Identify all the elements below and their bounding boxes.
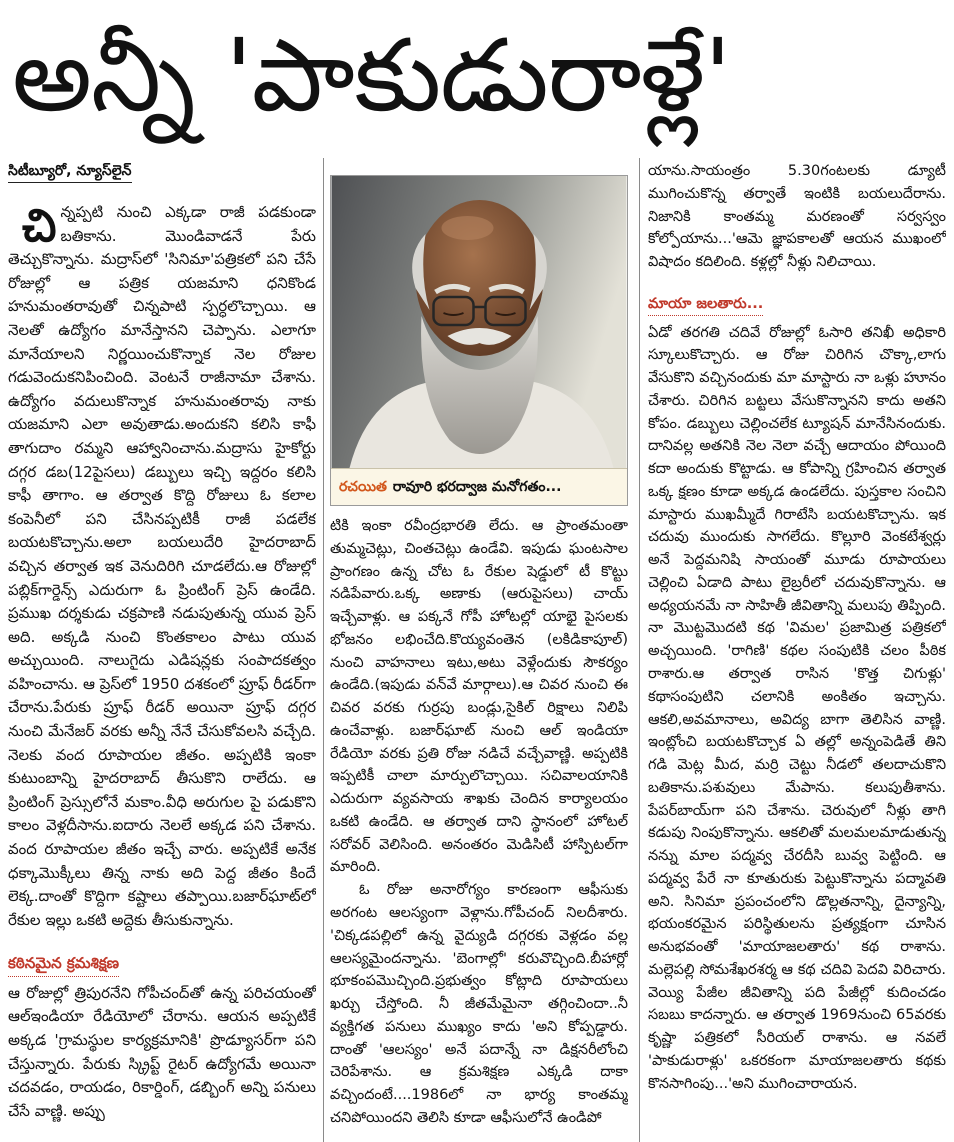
column-3-paragraph-1: యాను.సాయంత్రం 5.30గంటలకు డ్యూటీ ముగించుకొన్న తర్వాతే ఇంటికి బయలుదేరాను. నిజానికి కాంతమ్మ మరణంతో సర్వస్వం కోల్పోయాను...'ఆమె జ్ఞాపకాలతో ఆయన ముఖంలో విషాదం కదిలింది. కళ్లల్లో నీళ్లు నిలిచాయి. bbox=[648, 163, 946, 271]
column-1-paragraph-2: ఆ రోజుల్లో త్రిపురనేని గోపీచంద్‌తో ఉన్న పరిచయంతో ఆల్‌ఇండియా రేడియోలో చేరాను. ఆయన అప్పటికే అక్కడ 'గ్రామస్థుల కార్యక్రమానికి' ప్రొడ్యూసర్‌గా పని చేస్తున్నారు. పేరుకు స్క్రిప్ట్ రైటర్ ఉద్యోగమే అయినా చదవడం, రాయడం, రికార్డింగ్, డబ్బింగ్ అన్ని పనులు చేసే వాణ్ణి. అప్పు bbox=[8, 983, 316, 1120]
subheading-maya-jalataru: మాయా జలతారు... bbox=[648, 293, 763, 317]
subheading-discipline: కఠినమైన క్రమశిక్షణ bbox=[8, 952, 119, 977]
drop-cap: చి bbox=[22, 201, 57, 252]
column-3-paragraph-2: ఏడో తరగతి చదివే రోజుల్లో ఓసారి తనిఖీ అధికారి స్కూలుకొచ్చారు. ఆ రోజు చిరిగిన చొక్కా,లాగు వేసుకొని వచ్చినందుకు మా మాస్టారు నా ఒళ్లు హూనం చేశారు. చిరిగిన బట్టలు వేసుకొన్నానని కాదు అతని కోపం. డబ్బులు చెల్లించలేక ట్యూషన్ మానేసినందుకు. దానివల్ల అతనికి నెల నెలా వచ్చే ఆదాయం పోయింది కదా అందుకు కొట్టాడు. ఆ కోపాన్ని గ్రహించిన తర్వాత ఒక్క క్షణం కూడా అక్కడ ఉండలేదు. పుస్తకాల సంచిని మాస్టారు ముఖమ్మీదే గిరాటేసి బయటకొచ్చాను. ఇక చదువు ముందుకు సాగలేదు. కొల్లూరి వెంకటేశ్వర్లు అనే పెద్దమనిషి సాయంతో మూడు రూపాయలు చెల్లించి ఏడాది పాటు లైబ్రరీలో చదువుకొన్నాను. ఆ అధ్యయనమే నా సాహితీ జీవితాన్ని మలుపు తిప్పింది. నా మొట్టమొదటి కథ 'విమల' ప్రజామిత్ర పత్రికలో అచ్చయింది. 'రాగిణి' కథల సంపుటికి చలం పీఠిక రాశారు.ఆ తర్వాత రాసిన 'కొత్త చిగుళ్లు' కథాసంపుటిని చలానికి అంకితం ఇచ్చాను. ఆకలి,అవమానాలు, అవిద్య బాగా తెలిసిన వాణ్ణి. ఇంట్లోంచి బయటకొచ్చాక ఏ తల్లో అన్నంపెడితే తిని గడి మెట్ల మీద, మర్రి చెట్టు నీడలో తలదాచుకొని బతికాను.పశువులు మేపాను. కలుపుతీశాను. పేపర్‌బాయ్‌గా పని చేశాను. చెరువులో నీళ్లు తాగి కడుపు నింపుకొన్నాను. ఆకలితో మలమలమాడుతున్న నన్ను మాల పద్మవ్వ చేరదీసి బువ్వ పెట్టింది. ఆ పద్మవ్వ పేరే నా కూతురుకు పెట్టుకొన్నాను పద్మావతి అని. సినిమా ప్రపంచంలోని డొల్లతనాన్ని, దైన్యాన్ని, భయంకరమైన పరిస్థితులను ప్రత్యక్షంగా చూసిన అనుభవంతో 'మాయాజలతారు' కథ రాశాను. మల్లెపల్లి సోమశేఖరశర్మ ఆ కథ చదివి పెదవి విరిచారు. వెయ్యి పేజీల జీవితాన్ని పది పేజీల్లో కుదించడం సబబు కాదన్నారు. ఆ తర్వాత 1969నుంచి 65వరకు కృష్ణా పత్రికలో సీరియల్ రాశాను. ఆ నవలే 'పాకుడురాళ్లు' ఒకరకంగా మాయాజలతారు కథకు కొనసాగింపు...'అని ముగించారాయన. bbox=[648, 324, 946, 1092]
headline: అన్నీ 'పాకుడురాళ్లే' bbox=[12, 17, 731, 134]
byline: సిటీబ్యూరో, న్యూస్‌లైన్ bbox=[8, 161, 132, 183]
column-2-paragraph-2: ఓ రోజు అనారోగ్యం కారణంగా ఆఫీసుకు అరగంట ఆలస్యంగా వెళ్లాను.గోపీచంద్ నిలదీశారు. 'చిక్కడపల్లిలో ఉన్న వైద్యుడి దగ్గరకు వెళ్లడం వల్ల ఆలస్యమైందన్నాను. 'బెంగాల్లో' కరువొచ్చింది.బీహార్లో భూకంపమొచ్చింది.ప్రభుత్వం కోట్లాది రూపాయలు ఖర్చు చేస్తోంది. నీ జీతమేమైనా తగ్గించిందా..నీ వ్యక్తిగత పనులు ముఖ్యం కాదు 'అని కోప్పడ్డారు. దాంతో 'ఆలస్యం' అనే పదాన్నే నా డిక్షనరీలోంచి చెరిపేశాను. ఆ క్రమశిక్షణ ఎక్కడి దాకా వచ్చిందంటే....1986లో నా భార్య కాంతమ్మ చనిపోయిందని తెలిసి కూడా ఆఫీసులోనే ఉండిపో bbox=[330, 882, 628, 1126]
column-3 bbox=[648, 160, 946, 1142]
caption-text: రావూరి భరద్వాజ మనోగతం... bbox=[392, 479, 562, 495]
column-1 bbox=[8, 160, 316, 1142]
column-1-body bbox=[8, 201, 316, 1142]
photo-caption bbox=[331, 468, 627, 505]
column-3-body bbox=[648, 160, 946, 1142]
column-2 bbox=[330, 175, 628, 1142]
photo-figure bbox=[330, 175, 628, 506]
column-divider-right bbox=[639, 158, 640, 1142]
column-2-body bbox=[330, 515, 628, 1140]
author-photo bbox=[331, 176, 627, 468]
column-2-paragraph-1: టికి ఇంకా రవీంద్రభారతి లేదు. ఆ ప్రాంతమంతా తుమ్మచెట్లు, చింతచెట్లు ఉండేవి. ఇపుడు ఘంటసాల ప్రాంగణం ఉన్న చోట ఓ రేకుల షెడ్డులో టీ కొట్టు నడిపేవారు.ఒక్క అణాకు (ఆరుపైసలు) చాయ్ ఇచ్చేవాళ్లు. ఆ పక్కనే గోపీ హోటల్లో యాభై పైసలకు భోజనం లభించేది.కొయ్యవంతెన (లకిడికాపూల్) నుంచి వాహనాలు ఇటు,అటు వెళ్లేందుకు సౌకర్యం ఉండేది.(ఇపుడు వన్‌వే మార్గాలు).ఆ చివర నుంచి ఈ చివర వరకు గుర్రపు బండ్లు,సైకిల్ రిక్షాలు నిలిపి ఉంచేవాళ్లు. బజార్‌ఘాట్ నుంచి ఆల్ ఇండియా రేడియో వరకు ప్రతి రోజు నడిచే వచ్చేవాణ్ణి. అప్పటికి ఇప్పటికీ చాలా మార్పులొచ్చాయి. సచివాలయానికి ఎదురుగా వ్యవసాయ శాఖకు చెందిన కార్యాలయం ఒకటి ఉండేది. ఆ తర్వాత దాని స్థానంలో హోటల్ సరోవర్ వెలిసింది. అనంతరం మెడిసిటీ హాస్పిటల్‌గా మారింది. bbox=[330, 518, 628, 876]
head-highlight bbox=[442, 216, 494, 240]
column-1-paragraph-1-text: న్నప్పటి నుంచి ఎక్కడా రాజీ పడకుండా బతికాను. మొండివాడనే పేరు తెచ్చుకొన్నాను. మద్రాస్‌లో 'సినిమా'పత్రికలో పని చేసే రోజుల్లో ఆ పత్రిక యజమాని ధనికొండ హనుమంతరావుతో చిన్నపాటి స్పర్ధలొచ్చాయి. ఆ నెలతో ఉద్యోగం మానేస్తానని చెప్పాను. ఎలాగూ మానేయాలని నిర్ణయించుకొన్నాక నెల రోజుల గడువెందుకనిపించింది. వెంటనే రాజీనామా చేశాను. ఉద్యోగం వదులుకొన్నాక హనుమంతరావు నాకు యజమాని ఎలా అవుతాడు.అందుకని కలిసి కాఫీ తాగుదాం రమ్మని ఆహ్వానించాను.మద్రాసు హైకోర్టు దగ్గర డబ(12పైసలు) డబ్బులు ఇచ్చి ఇద్దరం కలిసి కాఫీ తాగాం. ఆ తర్వాత కొద్ది రోజులు ఓ కలాల కంపెనీలో పని చేసినప్పటికీ రాజీ పడలేక బయటకొచ్చాను.అలా బయలుదేరి హైదరాబాద్ వచ్చిన తర్వాత ఇక వెనుదిరిగి చూడలేదు.ఆ రోజుల్లో పబ్లిక్‌గార్డెన్స్ ఎదురుగా ఓ ప్రింటింగ్ ప్రెస్ ఉండేది. ప్రముఖ దర్శకుడు చక్రపాణి నడుపుతున్న యువ ప్రెస్ అది. అక్కడి నుంచి కొంతకాలం పాటు యువ అచ్చుయింది. నాలుగైదు ఎడిషన్లకు సంపాదకత్వం వహించాను. ఆ ప్రెస్‌లో 1950 దశకంలో ప్రూఫ్ రీడర్‌గా చేరాను.పేరుకు ప్రూఫ్ రీడర్ అయినా ప్రూఫ్ దగ్గర నుంచి మేనేజర్ వరకు అన్నీ నేనే చేసుకోవలసి వచ్చేది. నెలకు వంద రూపాయల జీతం. అప్పటికి ఇంకా కుటుంబాన్ని హైదరాబాద్ తీసుకొని రాలేదు. ఆ ప్రింటింగ్ ప్రెస్సులోనే మకాం.వీధి అరుగుల పై పడుకొని కాలం వెళ్లదీసాను.ఐదారు నెలలే అక్కడ పని చేశాను. వంద రూపాయల జీతం ఇచ్చే వారు. అప్పటికే అనేక ధక్కామొక్కీలు తిన్న నాకు అది పెద్ద జీతం కిందే లెక్క.దాంతో కొద్దిగా కష్టాలు తప్పాయి.బజార్‌ఘాట్‌లో రేకుల ఇల్లు ఒకటి అద్దెకు తీసుకున్నాను. bbox=[8, 203, 316, 929]
column-1-paragraph-1 bbox=[8, 201, 316, 932]
column-divider-left bbox=[323, 158, 324, 1142]
caption-label: రచయిత bbox=[339, 479, 387, 495]
